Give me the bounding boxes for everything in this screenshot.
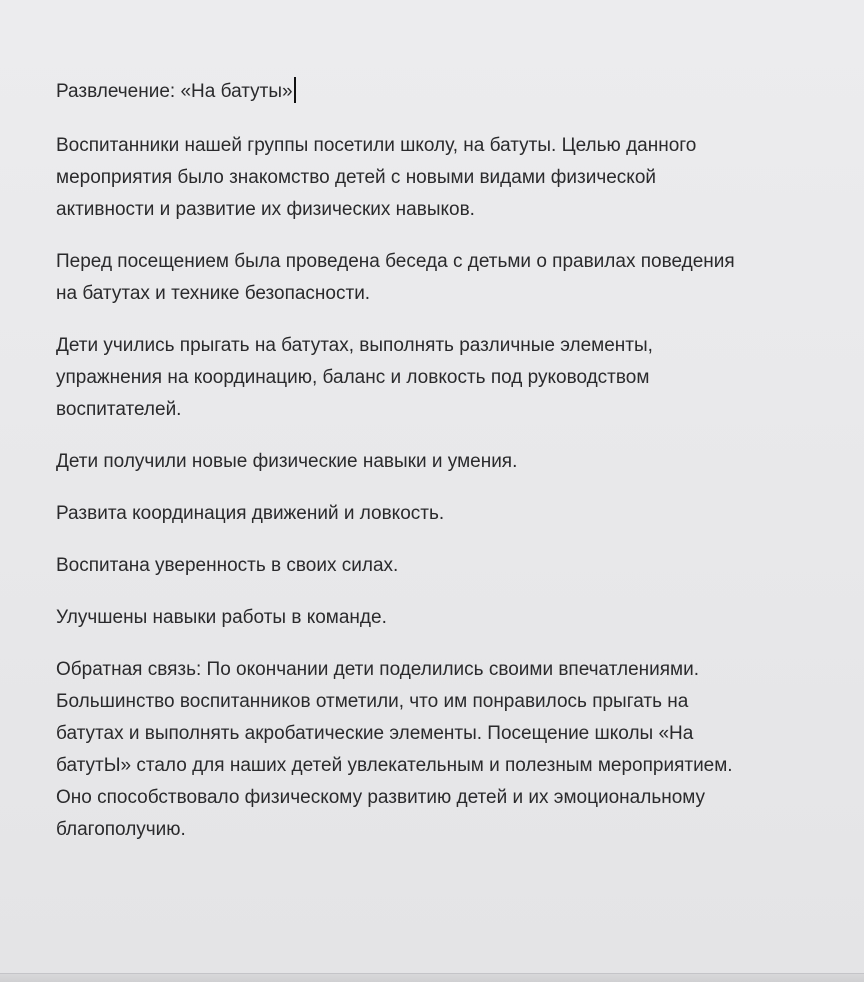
- document-title: Развлечение: «На батуты»: [56, 81, 293, 102]
- paragraph-line: Воспитана уверенность в своих силах.: [56, 555, 399, 576]
- paragraph-feedback: [56, 654, 852, 846]
- paragraph-line: мероприятия было знакомство детей с новыми видами физической: [56, 167, 657, 188]
- document-page[interactable]: [56, 76, 852, 866]
- paragraph-line: Оно способствовало физическому развитию детей и их эмоциональному: [56, 787, 706, 808]
- paragraph-line: активности и развитие их физических навыков.: [56, 199, 475, 220]
- paragraph-line: воспитателей.: [56, 399, 182, 420]
- paragraph-safety-talk: [56, 246, 852, 310]
- paragraph-line: Воспитанники нашей группы посетили школу, на батуты. Целью данного: [56, 135, 697, 156]
- paragraph-line: благополучию.: [56, 819, 186, 840]
- paragraph-line: Дети учились прыгать на батутах, выполнять различные элементы,: [56, 335, 653, 356]
- document-title-line: [56, 76, 852, 108]
- paragraph-line: на батутах и технике безопасности.: [56, 283, 371, 304]
- paragraph-result-confidence: [56, 550, 852, 582]
- paragraph-line: Улучшены навыки работы в команде.: [56, 607, 387, 628]
- paragraph-line: Обратная связь: По окончании дети поделились своими впечатлениями.: [56, 659, 699, 680]
- paragraph-result-coordination: [56, 498, 852, 530]
- paragraph-result-teamwork: [56, 602, 852, 634]
- paragraph-activities: [56, 330, 852, 426]
- paragraph-line: батутЫ» стало для наших детей увлекательным и полезным мероприятием.: [56, 755, 733, 776]
- paragraph-line: Развита координация движений и ловкость.: [56, 503, 445, 524]
- screen-bottom-edge: [0, 973, 864, 982]
- paragraph-purpose: [56, 130, 852, 226]
- paragraph-line: упражнения на координацию, баланс и ловкость под руководством: [56, 367, 650, 388]
- text-cursor: [294, 77, 296, 103]
- paragraph-line: Перед посещением была проведена беседа с детьми о правилах поведения: [56, 251, 735, 272]
- paragraph-line: Дети получили новые физические навыки и умения.: [56, 451, 518, 472]
- paragraph-result-skills: [56, 446, 852, 478]
- paragraph-line: батутах и выполнять акробатические элементы. Посещение школы «На: [56, 723, 694, 744]
- paragraph-line: Большинство воспитанников отметили, что им понравилось прыгать на: [56, 691, 689, 712]
